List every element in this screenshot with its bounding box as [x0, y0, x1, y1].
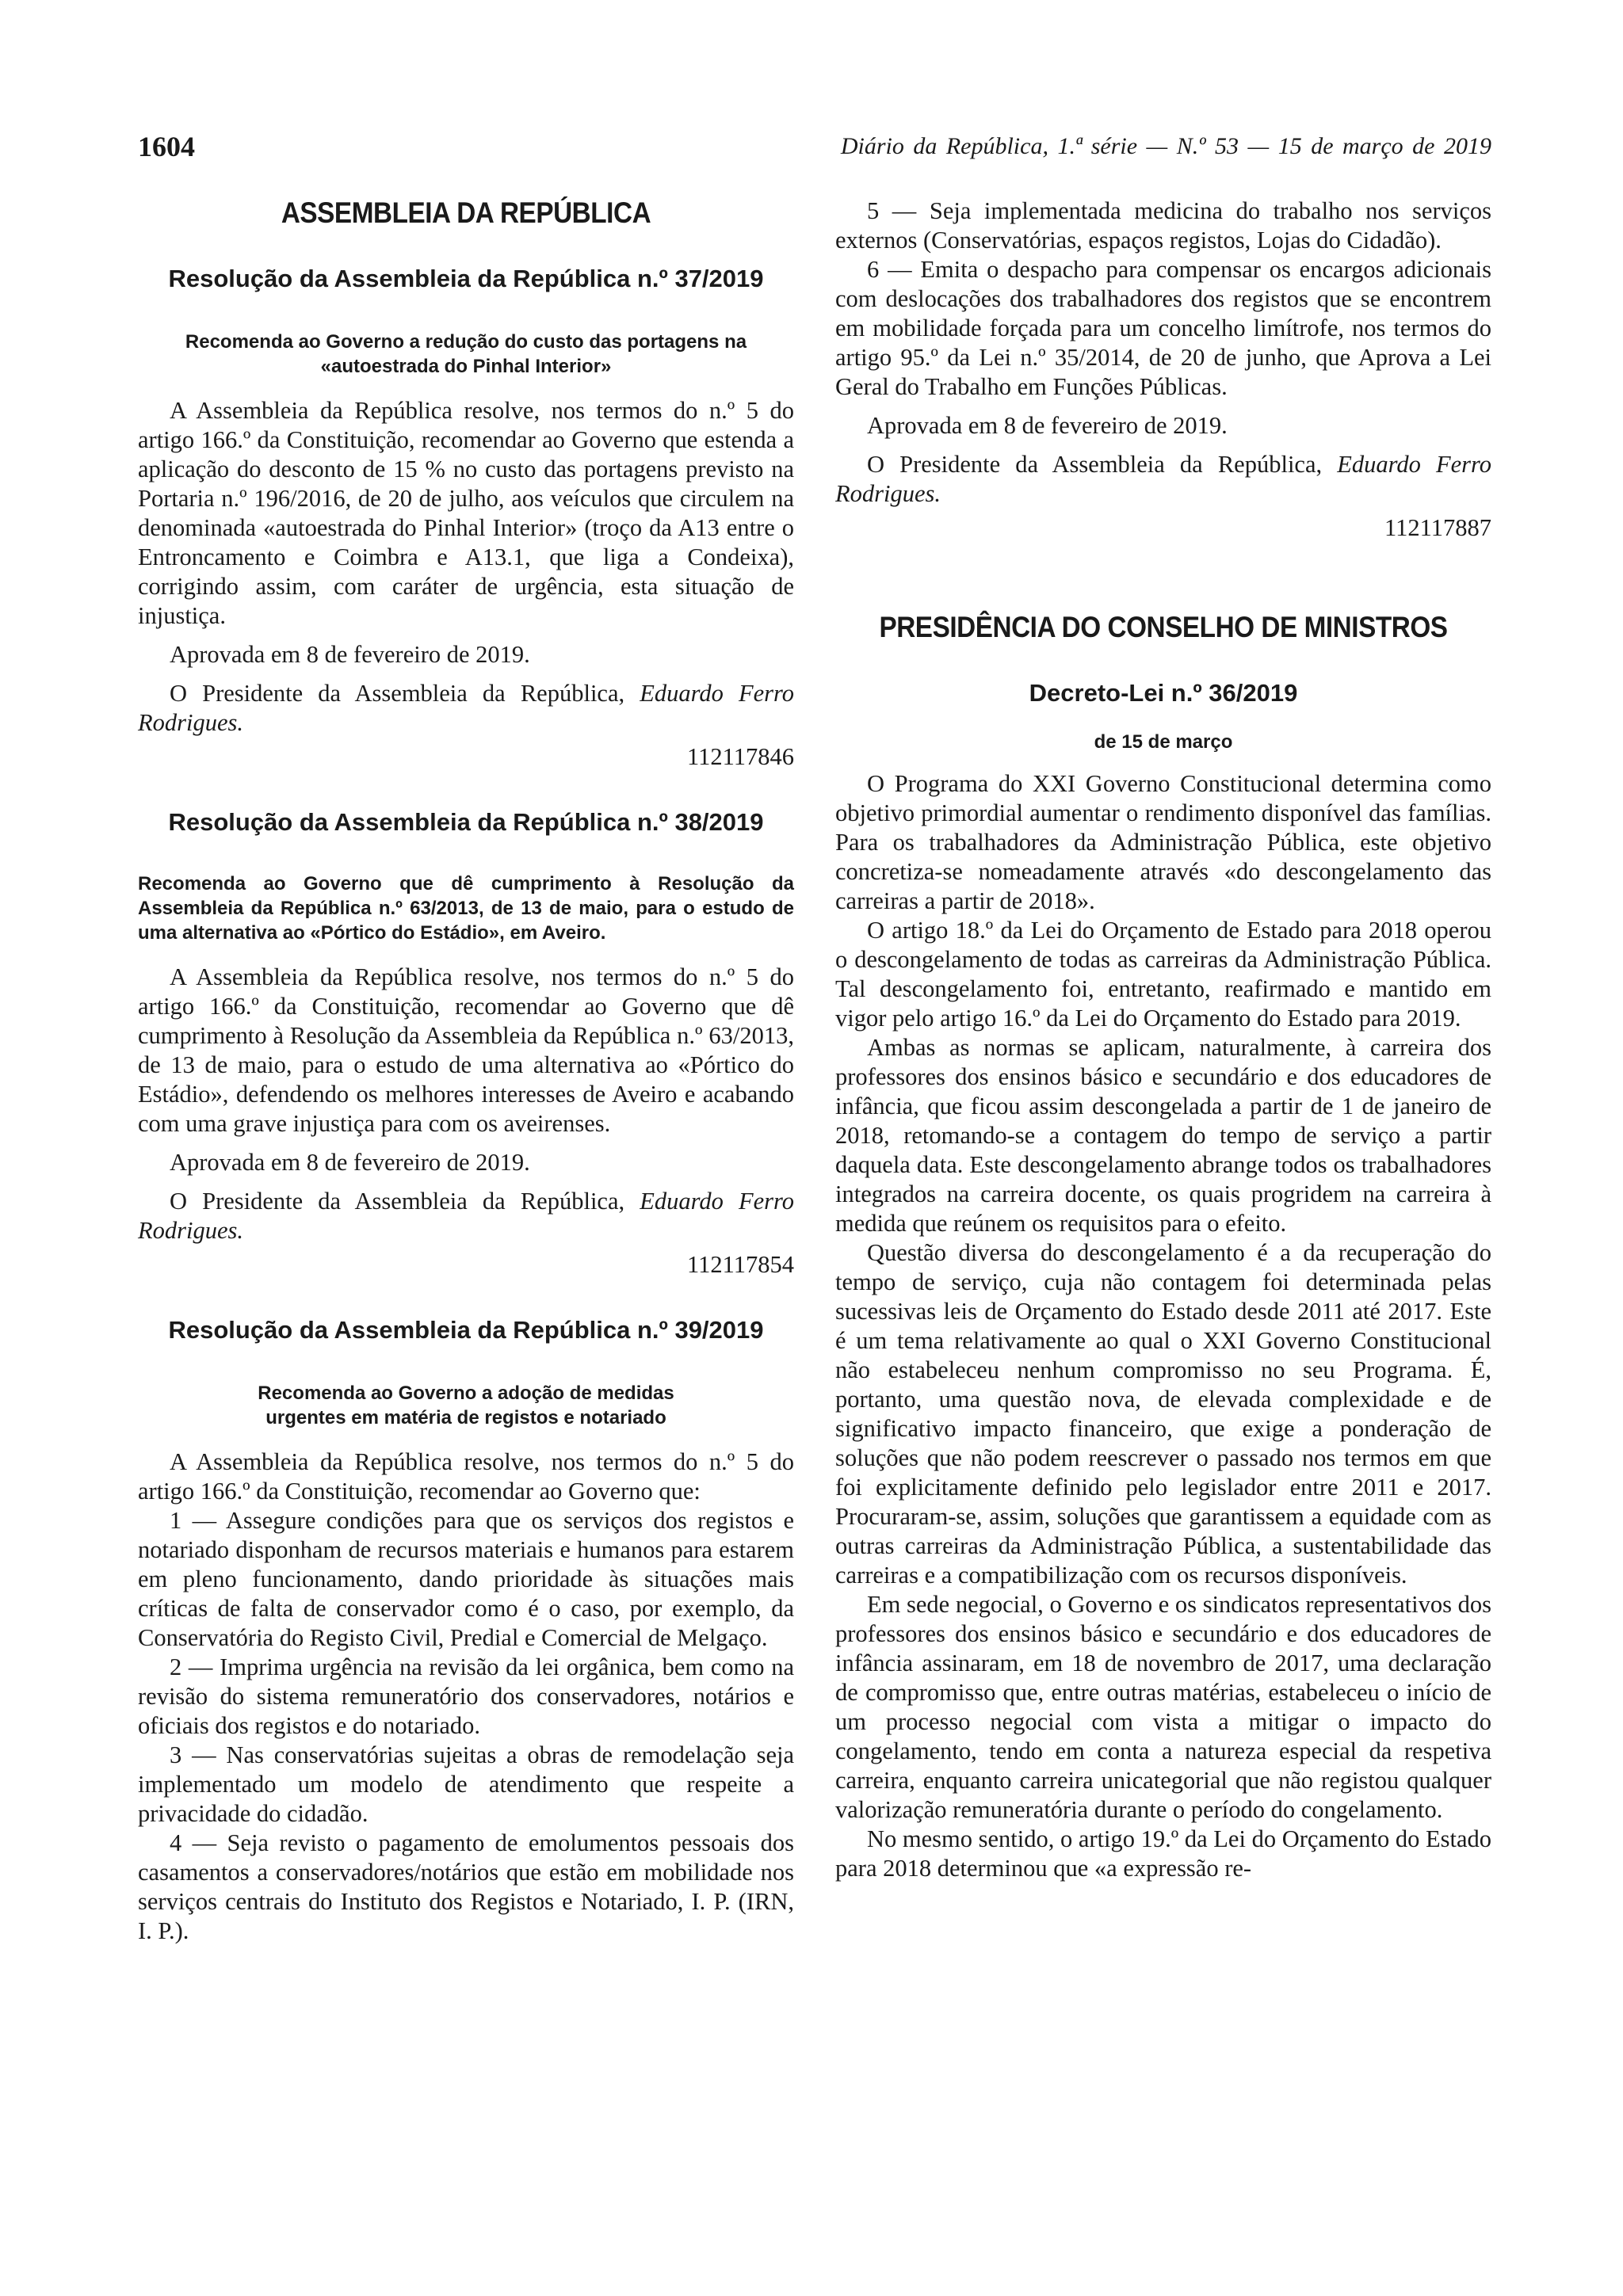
resolution-39-item-6: 6 — Emita o despacho para compensar os encargos adicionais com deslocações dos trabalhadores dos registos que se encontrem em mobilidade forçada para um concelho limítrofe, nos termos do artigo 95.º da Lei n.º 35/2014, de 20 de junho, que Aprova a Lei Geral do Trabalho em Funções Públicas.	[835, 256, 1491, 400]
resolution-39-item-5: 5 — Seja implementada medicina do trabalho nos serviços externos (Conservatórias, espaços registos, Lojas do Cidadão).	[835, 197, 1491, 254]
resolution-39-subtitle: Recomenda ao Governo a adoção de medidas urgentes em matéria de registos e notariado	[258, 1383, 674, 1428]
decree-paragraph-1: O Programa do XXI Governo Constitucional determina como objetivo primordial aumentar o rendimento disponível das famílias. Para os trabalhadores da Administração Pública, este objetivo concretiza-se nomeadamente através «do descongelamento das carreiras a partir de 2018».	[835, 770, 1491, 914]
signature-prefix: O Presidente da Assembleia da República,	[170, 680, 625, 707]
resolution-38-subtitle: Recomenda ao Governo que dê cumprimento à Resolução da Assembleia da República n.º 63/2013, de 13 de maio, para o estudo de uma alternativa ao «Pórtico do Estádio», em Aveiro.	[138, 873, 794, 944]
resolution-38-title: Resolução da Assembleia da República n.º 38/2019	[168, 808, 764, 836]
decree-paragraph-5: Em sede negocial, o Governo e os sindicatos representativos dos professores dos ensinos básico e secundário e dos educadores de infância assinaram, em 18 de novembro de 2017, uma declaração de compromisso que, entre outras matérias, estabeleceu o início de um processo negocial com vista a mitigar o impacto do congelamento, tendo em conta a natureza especial da respetiva carreira, enquanto carreira unicategorial que não registou qualquer valorização remuneratória durante o período do congelamento.	[835, 1591, 1491, 1823]
resolution-37-approved: Aprovada em 8 de fevereiro de 2019.	[170, 641, 530, 668]
decree-paragraph-4: Questão diversa do descongelamento é a da recuperação do tempo de serviço, cuja não contagem foi determinada pelas sucessivas leis de Orçamento do Estado desde 2011 até 2017. Este é um tema relativamente ao qual o XXI Governo Constitucional não estabeleceu nenhum compromisso no seu Programa. É, portanto, uma questão nova, de elevada complexidade e de significativo impacto financeiro, que exige a ponderação de soluções que não podem reescrever o passado nos termos em que foi explicitamente definido pelo legislador entre 2011 e 2017. Procuraram-se, assim, soluções que garantissem a equidade com as outras carreiras da Administração Pública, a sustentabilidade das carreiras e a compatibilização com os recursos disponíveis.	[835, 1239, 1491, 1589]
left-column	[138, 196, 794, 1946]
resolution-37-subtitle: Recomenda ao Governo a redução do custo das portagens na «autoestrada do Pinhal Interior»	[185, 331, 747, 377]
resolution-39-item-4: 4 — Seja revisto o pagamento de emolumentos pessoais dos casamentos a conservadores/notários que estão em mobilidade nos serviços centrais do Instituto dos Registos e Notariado, I. P. (IRN, I. P.).	[138, 1829, 794, 1944]
resolution-37-body: A Assembleia da República resolve, nos termos do n.º 5 do artigo 166.º da Constituição, recomendar ao Governo que estenda a aplicação do desconto de 15 % no custo das portagens previsto na Portaria n.º 196/2016, de 20 de julho, aos veículos que circulem na denominada «autoestrada do Pinhal Interior» (troço da A13 entre o Entroncamento e Coimbra e A13.1, que liga a Condeixa), corrigindo assim, com caráter de urgência, esta situação de injustiça.	[138, 397, 794, 629]
resolution-39-approved: Aprovada em 8 de fevereiro de 2019.	[867, 412, 1228, 439]
resolution-39-title: Resolução da Assembleia da República n.º 39/2019	[168, 1316, 764, 1344]
decree-paragraph-6: No mesmo sentido, o artigo 19.º da Lei do Orçamento do Estado para 2018 determinou que «a expressão re-	[835, 1825, 1491, 1882]
running-header: Diário da República, 1.ª série — N.º 53 — 15 de março de 2019	[840, 133, 1491, 159]
resolution-38-signature	[138, 1187, 794, 1245]
resolution-39-signature	[835, 450, 1491, 509]
page-number: 1604	[138, 131, 195, 162]
decree-date: de 15 de março	[1094, 731, 1233, 753]
resolution-39-number: 112117887	[1384, 514, 1491, 541]
decree-paragraph-2: O artigo 18.º da Lei do Orçamento de Estado para 2018 operou o descongelamento de todas as carreiras da Administração Pública. Tal descongelamento foi, entretanto, reafirmado e mantido em vigor pelo artigo 16.º da Lei do Orçamento do Estado para 2019.	[835, 917, 1491, 1032]
resolution-38-number: 112117854	[687, 1251, 794, 1278]
resolution-38-body: A Assembleia da República resolve, nos termos do n.º 5 do artigo 166.º da Constituição, recomendar ao Governo que dê cumprimento à Resolução da Assembleia da República n.º 63/2013, de 13 de maio, para o estudo de uma alternativa ao «Pórtico do Estádio», defendendo os melhores interesses de Aveiro e acabando com uma grave injustiça para com os aveirenses.	[138, 963, 794, 1137]
resolution-38-approved: Aprovada em 8 de fevereiro de 2019.	[170, 1149, 530, 1176]
resolution-37-title: Resolução da Assembleia da República n.º 37/2019	[168, 265, 764, 292]
signature-name: Eduardo Ferro Rodrigues.	[835, 451, 1492, 507]
resolution-39-intro: A Assembleia da República resolve, nos termos do n.º 5 do artigo 166.º da Constituição, recomendar ao Governo que:	[138, 1448, 794, 1505]
decree-paragraph-3: Ambas as normas se aplicam, naturalmente, à carreira dos professores dos ensinos básico e secundário e dos educadores de infância, que ficou assim descongelada a partir de 1 de janeiro de 2018, retomando-se a contagem do tempo de serviço a partir daquela data. Este descongelamento abrange todos os trabalhadores integrados na carreira docente, os quais progridem na carreira à medida que reúnem os requisitos para o efeito.	[835, 1034, 1491, 1237]
resolution-37-number: 112117846	[687, 743, 794, 770]
resolution-39-item-2: 2 — Imprima urgência na revisão da lei orgânica, bem como na revisão do sistema remuneratório dos conservadores, notários e oficiais dos registos e do notariado.	[138, 1653, 794, 1739]
signature-prefix: O Presidente da Assembleia da República,	[867, 451, 1323, 478]
resolution-37-signature	[138, 679, 794, 738]
signature-prefix: O Presidente da Assembleia da República,	[170, 1188, 625, 1215]
section-title-assembleia: ASSEMBLEIA DA REPÚBLICA	[281, 196, 651, 229]
right-column	[835, 196, 1491, 1883]
resolution-39-item-3: 3 — Nas conservatórias sujeitas a obras de remodelação seja implementado um modelo de atendimento que respeite a privacidade do cidadão.	[138, 1741, 794, 1827]
signature-name: Eduardo Ferro Rodrigues.	[138, 680, 795, 736]
signature-name: Eduardo Ferro Rodrigues.	[138, 1188, 795, 1244]
resolution-39-item-1: 1 — Assegure condições para que os serviços dos registos e notariado disponham de recursos materiais e humanos para estarem em pleno funcionamento, dando prioridade às situações mais críticas de falta de conservador como é o caso, por exemplo, da Conservatória do Registo Civil, Predial e Comercial de Melgaço.	[138, 1507, 794, 1651]
section-title-presidencia: PRESIDÊNCIA DO CONSELHO DE MINISTROS	[879, 611, 1448, 643]
decree-title: Decreto-Lei n.º 36/2019	[1029, 679, 1298, 707]
